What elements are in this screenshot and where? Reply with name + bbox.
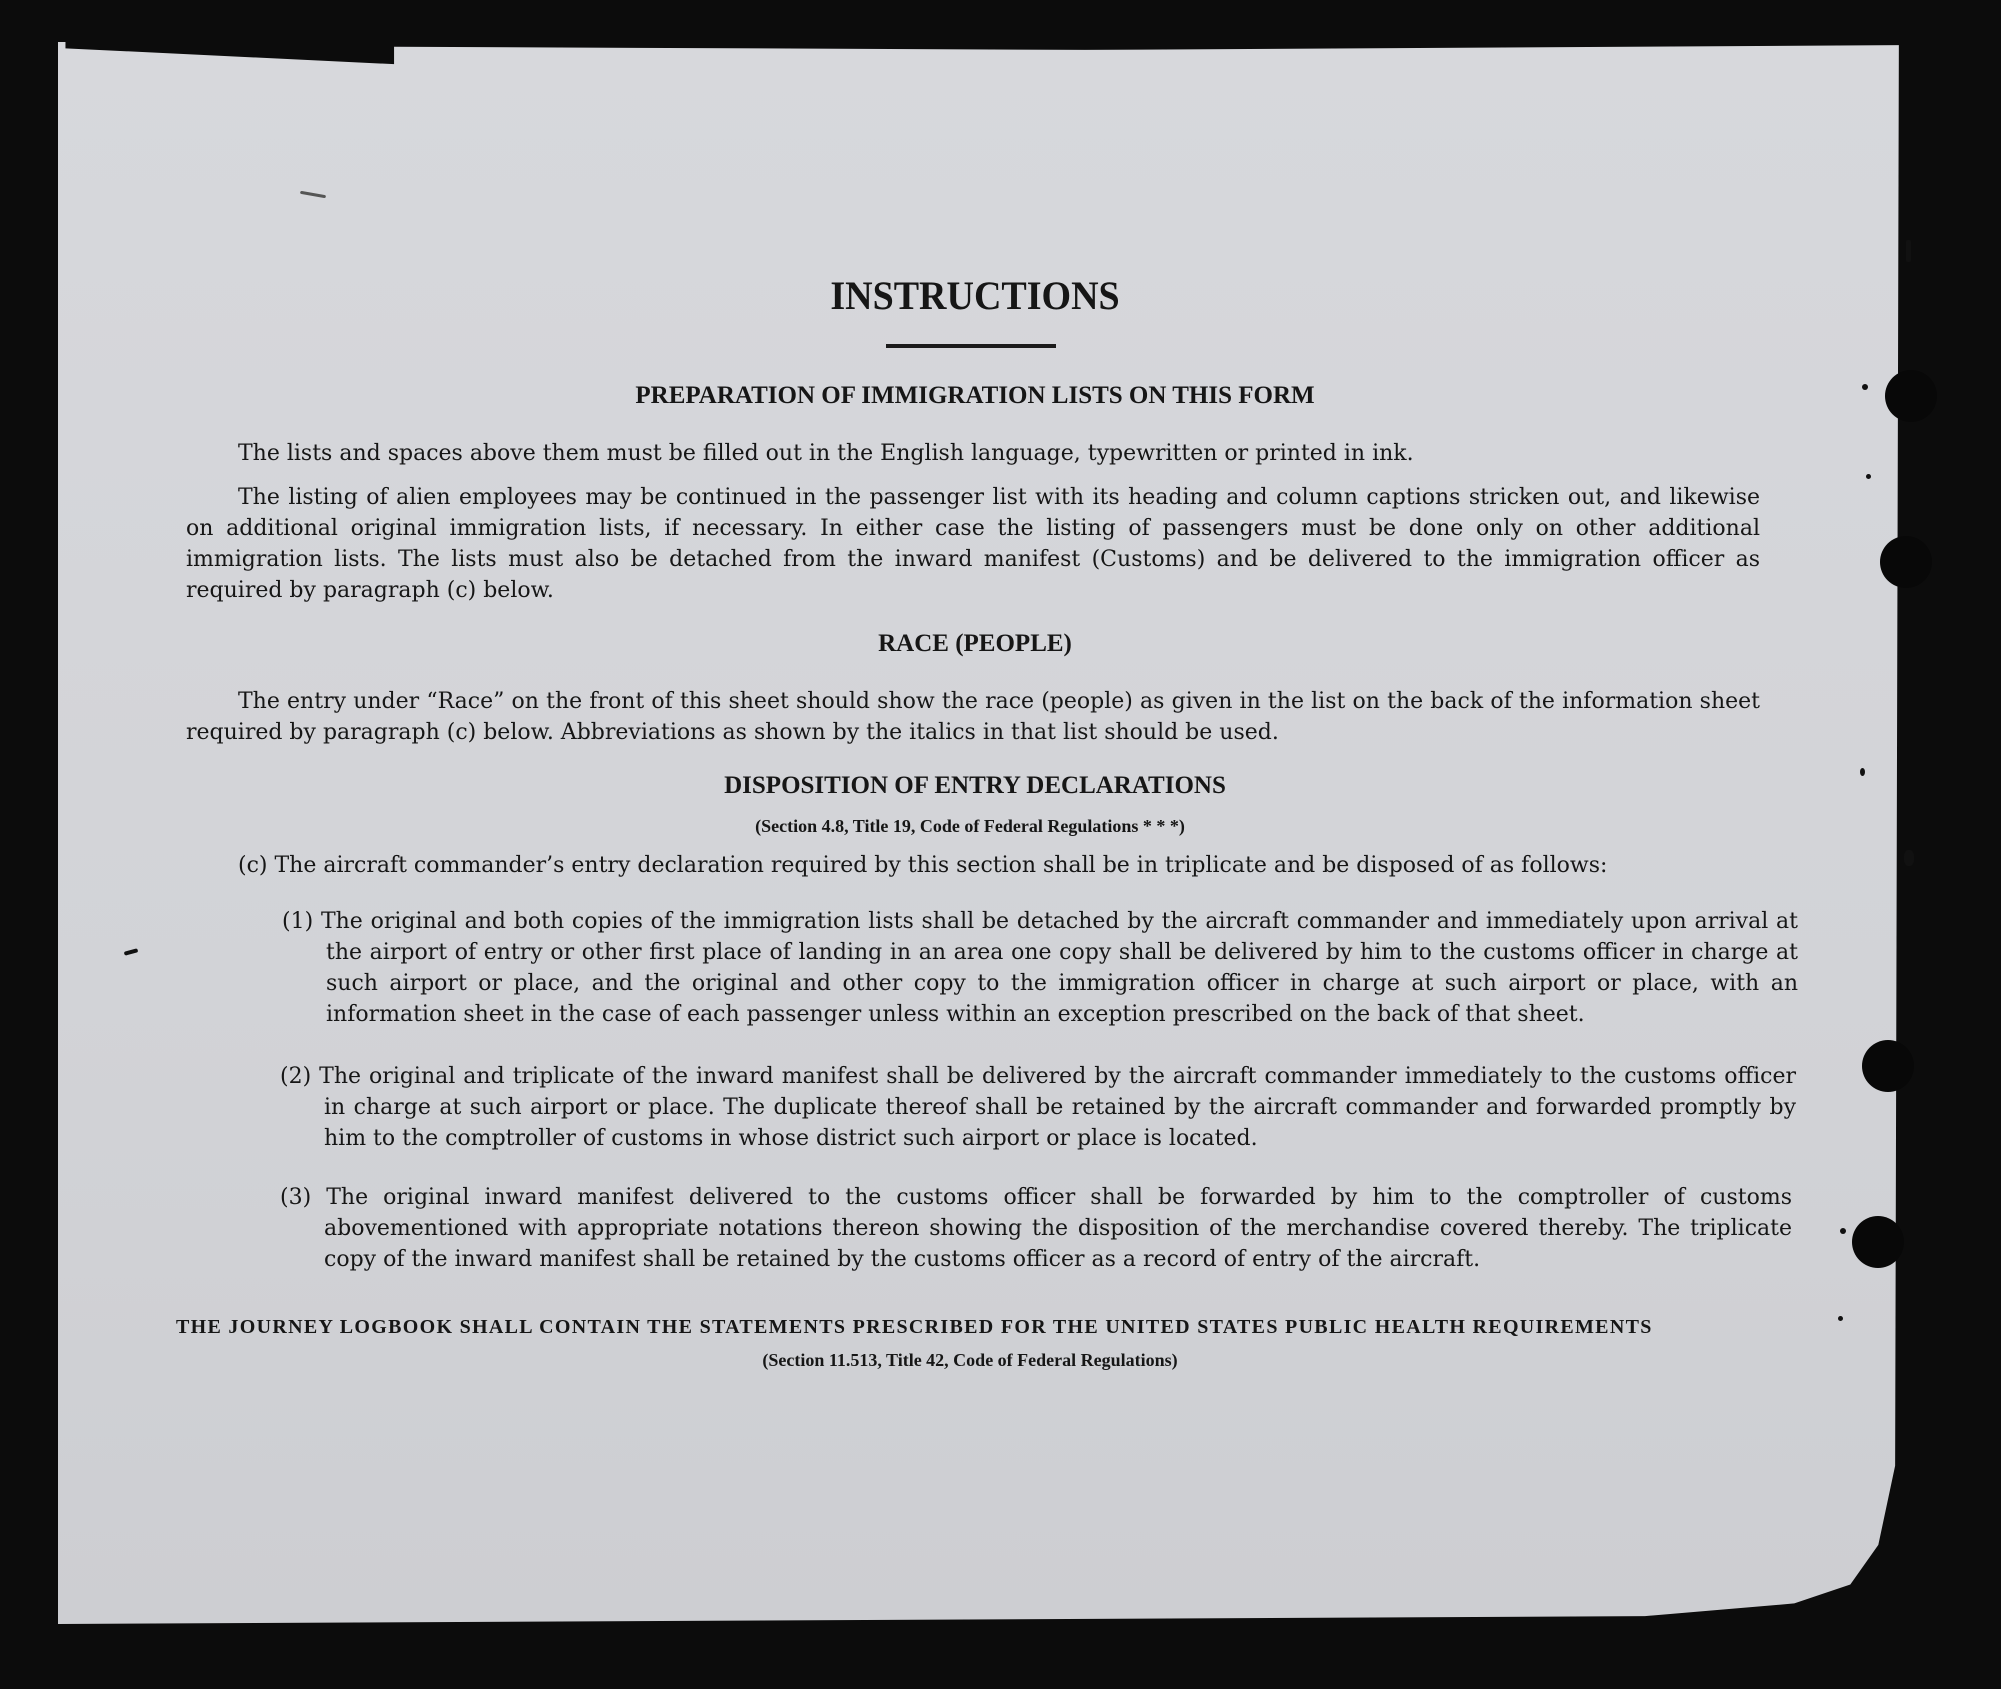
disposition-item-2: (2) The original and triplicate of the inward manifest shall be delivered by the aircraft commander immediately to the customs officer in charge at such airport or place. The duplicate thereof shall be retained by the aircraft commander and forwarded promptly by him to the comptroller of customs in whose district such airport or place is located. (280, 1064, 1796, 1151)
section-heading-race: RACE (PEOPLE) (878, 630, 1072, 657)
paragraph-race: The entry under “Race” on the front of this sheet should show the race (people) as given in the list on the back of the information sheet required by paragraph (c) below. Abbreviations as shown by the italics in that list should be used. (186, 689, 1760, 745)
section-heading-disposition: DISPOSITION OF ENTRY DECLARATIONS (724, 772, 1226, 799)
disposition-item-3: (3) The original inward manifest delivered to the customs officer shall be forwarded by him to the comptroller of customs abovementioned with appropriate notations thereon showing the disposition of the merchandise covered thereby. The triplicate copy of the inward manifest shall be retained by the customs officer as a record of entry of the aircraft. (280, 1185, 1792, 1272)
section-heading-preparation: PREPARATION OF IMMIGRATION LISTS ON THIS FORM (635, 382, 1315, 409)
paragraph-preparation-1: The lists and spaces above them must be filled out in the English language, typewritten or printed in ink. (238, 441, 1414, 466)
title-divider (886, 344, 1056, 348)
paragraph-preparation-2: The listing of alien employees may be continued in the passenger list with its heading and column captions stricken out, and likewise on additional original immigration lists, if necessary. In either case the listing of passengers must be done only on other additional immigration lists. The lists must also be detached from the inward manifest (Customs) and be delivered to the immigration officer as required by paragraph (c) below. (186, 485, 1760, 603)
disposition-intro: (c) The aircraft commander’s entry declaration required by this section shall be in triplicate and be disposed of as follows: (238, 853, 1608, 878)
document-title: INSTRUCTIONS (830, 273, 1120, 318)
footer-citation: (Section 11.513, Title 42, Code of Federal Regulations) (762, 1350, 1178, 1370)
footer-statement: THE JOURNEY LOGBOOK SHALL CONTAIN THE STATEMENTS PRESCRIBED FOR THE UNITED STATES PUBLIC HEALTH REQUIREMENTS (176, 1316, 1653, 1338)
disposition-item-1: (1) The original and both copies of the immigration lists shall be detached by the aircraft commander and immediately upon arrival at the airport of entry or other first place of landing in an area one copy shall be delivered by him to the customs officer in charge at such airport or place, and the original and other copy to the immigration officer in charge at such airport or place, with an information sheet in the case of each passenger unless within an exception prescribed on the back of that sheet. (282, 909, 1798, 1027)
disposition-citation: (Section 4.8, Title 19, Code of Federal Regulations * * *) (755, 816, 1185, 836)
